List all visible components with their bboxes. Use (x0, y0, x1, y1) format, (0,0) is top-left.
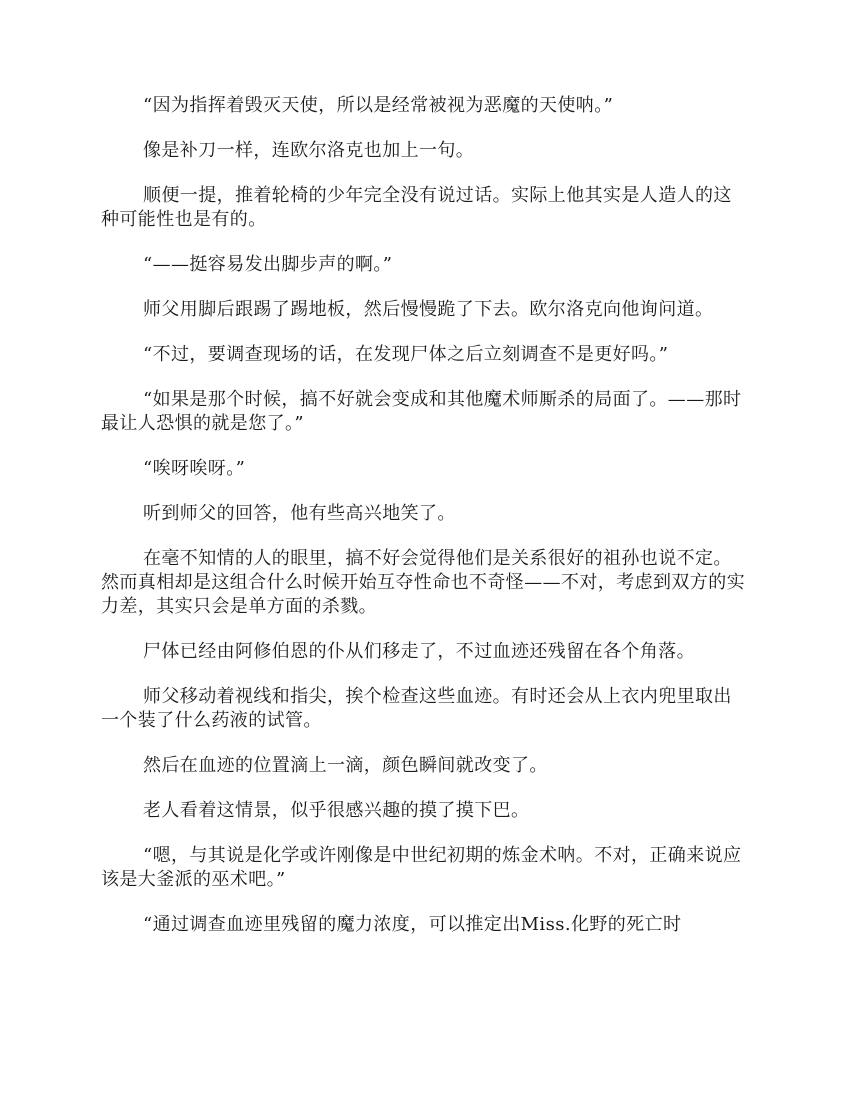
paragraph: 顺便一提，推着轮椅的少年完全没有说过话。实际上他其实是人造人的这种可能性也是有的。 (101, 185, 732, 230)
paragraph: 像是补刀一样，连欧尔洛克也加上一句。 (143, 140, 475, 161)
paragraph: “唉呀唉呀。” (143, 458, 246, 479)
paragraph: “因为指挥着毁灭天使，所以是经常被视为恶魔的天使呐。” (143, 95, 614, 116)
paragraph: “如果是那个时候，搞不好就会变成和其他魔术师厮杀的局面了。——那时最让人恐惧的就是您了。” (101, 389, 742, 434)
paragraph: “——挺容易发出脚步声的啊。” (143, 254, 393, 275)
paragraph: 师父用脚后跟踢了踢地板，然后慢慢跪了下去。欧尔洛克向他询问道。 (143, 299, 714, 320)
paragraph: “通过调查血迹里残留的魔力浓度，可以推定出Miss.化野的死亡时 (143, 914, 682, 935)
paragraph: 老人看着这情景，似乎很感兴趣的摸了摸下巴。 (143, 800, 530, 821)
paragraph: “嗯，与其说是化学或许刚像是中世纪初期的炼金术呐。不对，正确来说应该是大釜派的巫术吧。” (101, 845, 742, 890)
paragraph: 师父移动着视线和指尖，挨个检查这些血迹。有时还会从上衣内兜里取出一个装了什么药液的试管。 (101, 686, 732, 731)
paragraph: 听到师父的回答，他有些高兴地笑了。 (143, 503, 456, 524)
paragraph: 然后在血迹的位置滴上一滴，颜色瞬间就改变了。 (143, 755, 548, 776)
paragraph: “不过，要调查现场的话，在发现尸体之后立刻调查不是更好吗。” (143, 344, 669, 365)
paragraph: 尸体已经由阿修伯恩的仆从们移走了，不过血迹还残留在各个角落。 (143, 641, 695, 662)
paragraph: 在毫不知情的人的眼里，搞不好会觉得他们是关系很好的祖孙也说不定。然而真相却是这组合什么时候开始互夺性命也不奇怪——不对，考虑到双方的实力差，其实只会是单方面的杀戮。 (101, 548, 745, 617)
